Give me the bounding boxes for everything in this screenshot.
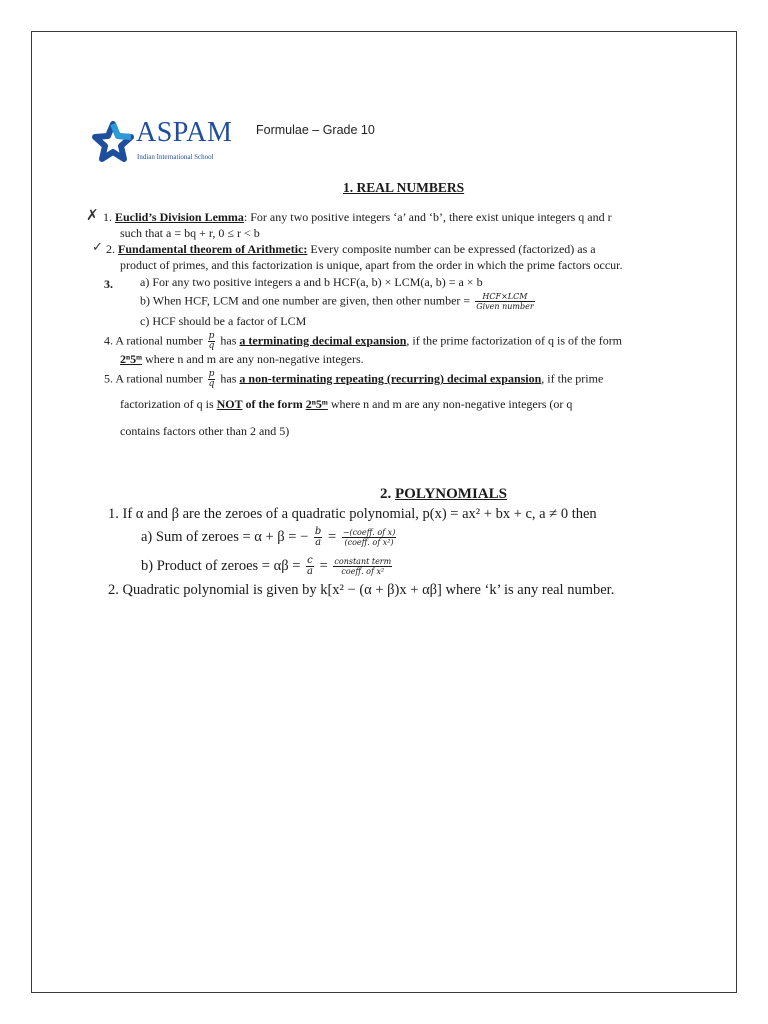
frac-q-2: q [208, 379, 215, 389]
item5-post: , if the prime [541, 371, 604, 386]
poly-item1: 1. If α and β are the zeroes of a quadratic polynomial, p(x) = ax² + bx + c, a ≠ 0 then [108, 506, 597, 522]
section2-heading-text: POLYNOMIALS [395, 486, 507, 502]
fundamental-continuation: product of primes, and this factorization is unique, apart from the order in which the prime factors occur. [120, 258, 623, 272]
sum-numerator: −(coeff. of x) [342, 528, 396, 537]
item4-mid: has [217, 333, 240, 348]
prod-prefix: b) Product of zeroes = αβ = [141, 557, 301, 574]
item5-continuation [120, 397, 572, 412]
item3a: a) For any two positive integers a and b HCF(a, b) × LCM(a, b) = a × b [140, 275, 483, 289]
hcf-lcm-denominator: Given number [476, 302, 534, 311]
frac-q: q [208, 341, 215, 351]
b-over-a-fraction [314, 527, 322, 548]
item4-prefix: 4. A rational number [104, 333, 203, 348]
fundamental-label: Fundamental theorem of Arithmetic: [118, 242, 308, 256]
sum-coeff-fraction [342, 528, 397, 547]
sum-a: a [315, 537, 322, 548]
item4-continuation [120, 352, 364, 367]
not-label: NOT [216, 397, 243, 411]
item3-number: 3. [104, 277, 113, 291]
section1-heading-text: 1. REAL NUMBERS [343, 180, 465, 195]
item4-form: 2ⁿ5ᵐ [120, 352, 143, 366]
item3b [140, 292, 537, 311]
poly-item2 [108, 582, 614, 599]
sum-of-zeroes: a) Sum of zeroes = α + β = − $\frac{b}{a}$ = $\frac{\text{−(coeff. of x)}}{\text{(coeff. of x²)}}$ [141, 526, 396, 548]
prod-numerator: constant term [334, 557, 392, 566]
star-logo-icon [92, 121, 134, 163]
item5-mid: has [217, 371, 240, 386]
page-title: Formulae – Grade 10 [256, 123, 375, 137]
hcf-lcm-numerator: HCF×LCM [475, 292, 534, 302]
section1-heading [343, 180, 464, 196]
check-mark-icon: ✗ [86, 206, 99, 224]
sum-prefix: a) Sum of zeroes = α + β = − [141, 528, 309, 545]
sum-b: b [314, 526, 322, 537]
terminating-label: a terminating decimal expansion [239, 333, 407, 348]
item3b-text: b) When HCF, LCM and one number are given, then other number = [140, 293, 471, 308]
item5-prefix: 5. A rational number [104, 371, 203, 386]
item5-cont1: factorization of q is [120, 397, 217, 411]
item-euclid: 1. Euclid’s Division Lemma: For any two positive integers ‘a’ and ‘b’, there exist unique integers q and r [103, 210, 612, 224]
prod-a: a [307, 566, 313, 577]
item-fundamental-theorem: 2. Fundamental theorem of Arithmetic: Every composite number can be expressed (factorized) as a [106, 242, 596, 256]
p-over-q-fraction [208, 332, 216, 351]
item3c: c) HCF should be a factor of LCM [140, 314, 307, 328]
item5 [104, 370, 603, 389]
section2-heading [380, 486, 507, 503]
aspam-logo [92, 117, 252, 172]
poly-item2-post: where ‘k’ is any real number. [441, 582, 615, 598]
item5-of: of the form [242, 397, 306, 411]
prod-term-fraction [333, 557, 392, 576]
fundamental-text: Every composite number can be expressed (factorized) as a [307, 242, 596, 256]
item4-cont: where n and m are any non-negative integers. [142, 352, 364, 366]
hcf-lcm-fraction [475, 292, 534, 311]
c-over-a-fraction [306, 556, 314, 577]
item5-cont2: where n and m are any non-negative integers (or q [327, 397, 573, 411]
item4 [104, 332, 622, 351]
euclid-text: : For any two positive integers ‘a’ and ‘b’, there exist unique integers q and r [243, 210, 612, 224]
item5-continuation-2: contains factors other than 2 and 5) [120, 424, 290, 438]
poly-item2-pre: 2. Quadratic polynomial is given by k[x² − (α + β)x + αβ] [108, 582, 442, 598]
item5-form: 2ⁿ5ᵐ [305, 397, 328, 411]
section2-heading-num: 2. [380, 486, 395, 502]
p-over-q-fraction-2 [208, 370, 216, 389]
item4-post: , if the prime factorization of q is of the form [406, 333, 623, 348]
product-of-zeroes: b) Product of zeroes = αβ = $\frac{c}{a}$ = $\frac{\text{constant term}}{\text{coeff. of x²}}$ [141, 555, 392, 577]
sum-denominator: (coeff. of x²) [344, 538, 394, 547]
prod-c: c [307, 555, 313, 566]
frac-p-2: p [208, 369, 215, 379]
frac-p: p [208, 331, 215, 341]
non-terminating-label: a non-terminating repeating (recurring) decimal expansion [239, 371, 542, 386]
euclid-continuation: such that a = bq + r, 0 ≤ r < b [120, 226, 260, 240]
euclid-label: Euclid’s Division Lemma [115, 210, 244, 224]
logo-name: ASPAM [136, 117, 233, 148]
logo-subtitle: Indian International School [137, 153, 214, 161]
prod-denominator: coeff. of x² [341, 567, 385, 576]
tick-mark-icon: ✓ [92, 240, 103, 255]
